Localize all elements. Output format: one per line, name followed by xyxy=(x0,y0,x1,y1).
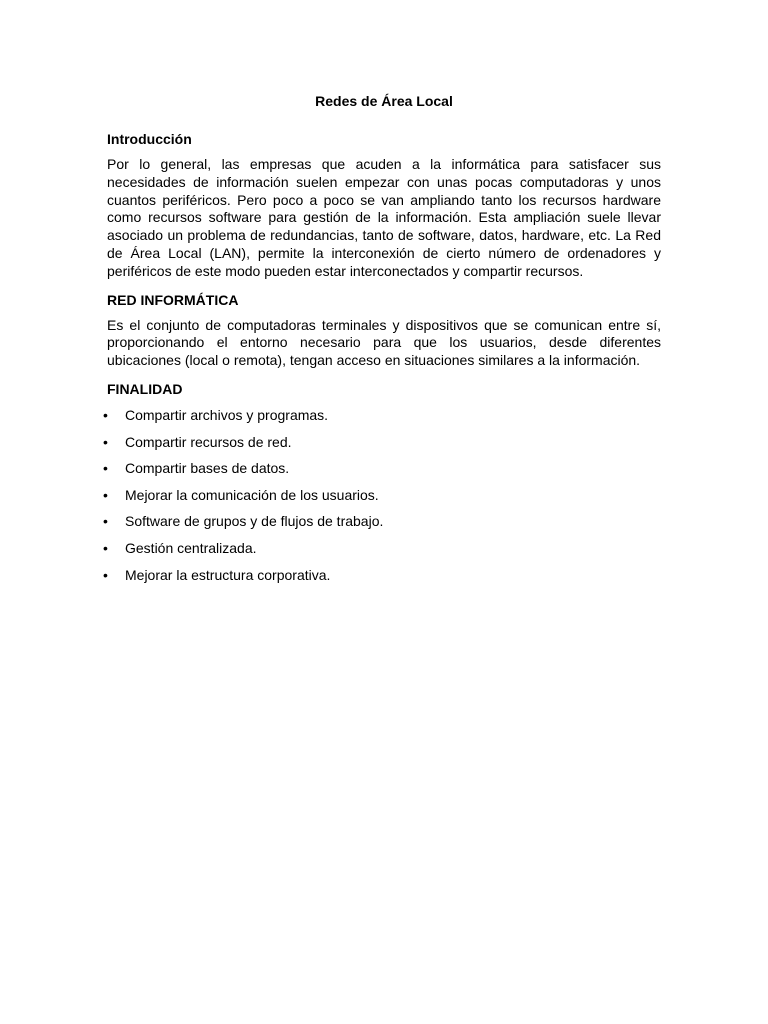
bullet-icon: • xyxy=(103,406,108,423)
section-heading-introduccion: Introducción xyxy=(107,131,192,147)
red-informatica-paragraph: Es el conjunto de computadoras terminales y dispositivos que se comunican entre sí, proporcionando el entorno necesario para que los usuarios, desde diferentes ubicaciones (local o remota), tengan acceso en situaciones similares a la información. xyxy=(107,316,661,369)
bullet-icon: • xyxy=(103,566,108,583)
list-item-text: Compartir archivos y programas. xyxy=(125,406,329,423)
bullet-icon: • xyxy=(103,513,108,530)
list-item-text: Software de grupos y de flujos de trabajo. xyxy=(125,513,384,530)
bullet-icon: • xyxy=(103,433,108,450)
list-item xyxy=(103,512,661,530)
bullet-icon: • xyxy=(103,486,108,503)
list-item xyxy=(103,486,661,504)
bullet-icon: • xyxy=(103,539,108,556)
list-item xyxy=(103,433,661,451)
list-item xyxy=(103,566,661,584)
bullet-icon: • xyxy=(103,460,108,477)
list-item xyxy=(103,539,661,557)
list-item-text: Mejorar la estructura corporativa. xyxy=(125,566,331,583)
list-item xyxy=(103,459,661,477)
list-item-text: Gestión centralizada. xyxy=(125,539,257,556)
document-content xyxy=(103,92,661,592)
document-title: Redes de Área Local xyxy=(315,93,453,109)
list-item xyxy=(103,406,661,424)
list-item-text: Mejorar la comunicación de los usuarios. xyxy=(125,486,379,503)
list-item-text: Compartir bases de datos. xyxy=(125,460,290,477)
list-item-text: Compartir recursos de red. xyxy=(125,433,292,450)
introduccion-paragraph: Por lo general, las empresas que acuden a la informática para satisfacer sus necesidades de información suelen empezar con unas pocas computadoras y unos cuantos periféricos. Pero poco a poco se van ampliando tanto los recursos hardware como recursos software para gestión de la información. Esta ampliación suele llevar asociado un problema de redundancias, tanto de software, datos, hardware, etc. La Red de Área Local (LAN), permite la interconexión de cierto número de ordenadores y periféricos de este modo pueden estar interconectados y compartir recursos. xyxy=(107,156,661,279)
section-heading-red-informatica: RED INFORMÁTICA xyxy=(107,291,239,308)
finalidad-list xyxy=(103,406,661,584)
section-heading-finalidad: FINALIDAD xyxy=(107,380,183,397)
